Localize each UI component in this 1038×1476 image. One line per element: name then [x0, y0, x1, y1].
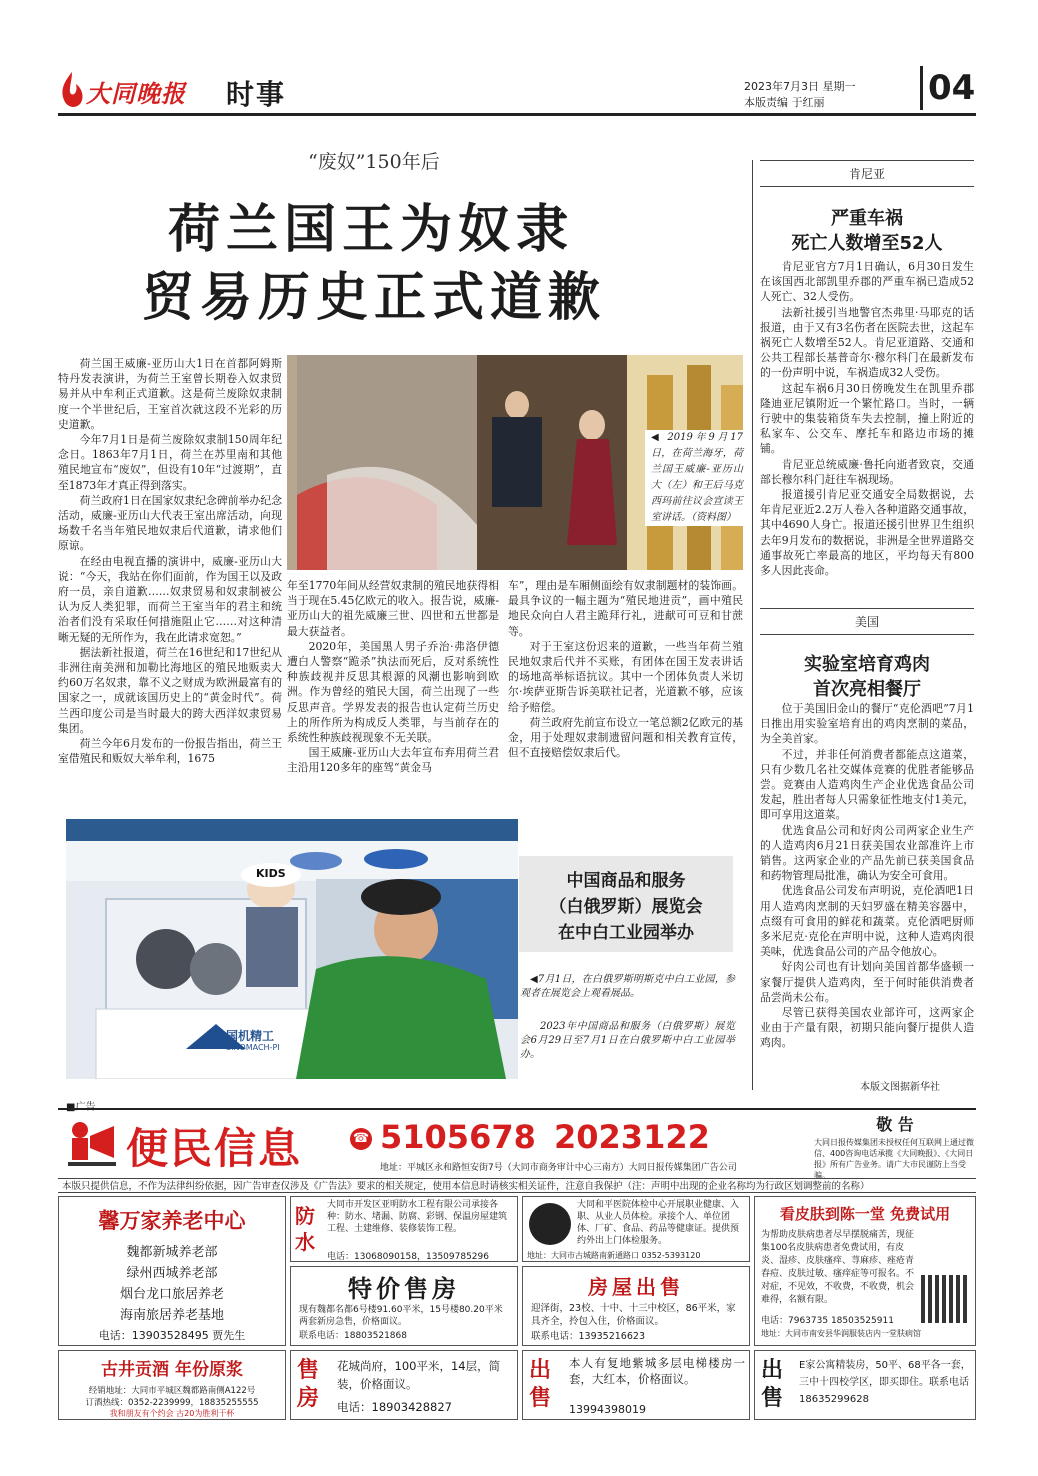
sidebar-title-kenya-1: 严重车祸 — [831, 208, 903, 229]
ads-top-rule — [58, 1108, 976, 1110]
hospital-logo-icon — [529, 1203, 571, 1245]
ad-tag-char: 售 — [529, 1386, 552, 1411]
expo-title-line3: 在中白工业园举办 — [558, 923, 694, 943]
ad-text: E家公寓精装房，50平、68平各一套，三中十四校学区，即买即住。联系电话18635299628 — [799, 1360, 971, 1405]
sidebar-title-kenya-2: 死亡人数增至52人 — [791, 233, 943, 254]
ad-tag-char: 售 — [761, 1386, 784, 1411]
ad-sell-house — [290, 1350, 518, 1420]
ads-disclaimer: 本版只提供信息，不作为法律纠纷依据，因广告审查仅涉及《广告法》要求的相关规定，使用本信息时请核实相关证件，注意自我保护（注：声明中出现的企业名称均为行政区划调整前的名称） — [58, 1178, 976, 1193]
ad-title: 古井贡酒 年份原浆 — [101, 1360, 243, 1380]
banner-address: 地址：平城区永和路恒安街7号（大同市商务审计中心三南方）大同日报传媒集团广告公司 — [380, 1163, 737, 1173]
article-paragraph: 2020年，美国黑人男子乔治·弗洛伊德遭白人警察“跪杀”执法而死后，反对系统性种族歧视并反思其根源的风潮也影响到欧洲。作为曾经的殖民大国，荷兰出现了一些反思声音。学界发表的报告也认定荷兰历史上的所作所为构成反人类罪，与当前存在的系统性种族歧视现象不无关联。 — [287, 639, 499, 745]
sidebar-tag-kenya: 肯尼亚 — [760, 160, 974, 187]
article-paragraph: 荷兰政府先前宣布设立一笔总额2亿欧元的基金，用于处理奴隶制遗留问题和相关教育宣传，但不直接赔偿奴隶后代。 — [508, 715, 743, 760]
article-paragraph: 车”，理由是车厢侧面绘有奴隶制题材的装饰画。最具争议的一幅主题为“殖民地进贡”，画中殖民地民众向白人君主跪拜行礼，进献可可豆和甘蔗等。 — [508, 579, 743, 638]
issue-date: 2023年7月3日 星期一 — [744, 80, 856, 93]
expo-photo — [66, 819, 518, 1079]
ad-skin-clinic — [754, 1196, 976, 1346]
article-headline-line2: 贸易历史正式道歉 — [142, 267, 607, 328]
sidebar-title-usa-2: 首次亮相餐厅 — [813, 679, 921, 700]
sidebar-paragraph: 位于美国旧金山的餐厅“克伦酒吧”7月1日推出用实验室培育出的鸡肉烹制的菜品，为全美首家。 — [760, 702, 974, 746]
expo-title-box — [519, 856, 733, 952]
child-cap-text: KIDS — [256, 867, 286, 880]
sidebar-divider — [752, 160, 753, 1090]
sidebar-paragraph: 优选食品公司和好肉公司两家企业生产的人造鸡肉6月21日获美国农业部准许上市销售。这两家企业的产品先前已获美国食品和药物管理局批准，确认为安全可食用。 — [760, 823, 974, 883]
ad-phone: 电话：13068090158，13509785296 — [327, 1252, 489, 1262]
ad-hospital — [522, 1196, 750, 1262]
article-paragraph: 据法新社报道，荷兰在16世纪和17世纪从非洲往南美洲和加勒比海地区的殖民地贩卖大约60万名奴隶，靠不义之财成为欧洲最富有的国家之一，成就该国历史上的“黄金时代”。荷兰西印度公司是当时最大的跨大西洋奴隶贸易集团。 — [58, 645, 282, 735]
sidebar-paragraph: 不过，并非任何消费者都能点这道菜，只有少数几名社交媒体竞赛的优胜者能够品尝。竞赛由人造鸡肉生产企业优选食品公司发起，胜出者每人只需象征性地支付1美元，即可享用这道菜。 — [760, 747, 974, 822]
ad-liquor — [58, 1350, 286, 1420]
ad-text: 花城尚府，100平米，14层，简装，价格面议。 — [337, 1359, 501, 1391]
sidebar-paragraph: 优选食品公司发布声明说，克伦酒吧1日用人造鸡肉烹制的天妇罗盛在精美容器中，点缀有可食用的鲜花和蔬菜。克伦酒吧厨师多米尼克·克伦在声明中说，这种人造鸡肉很美味，优选食品公司的产品令他放心。 — [760, 884, 974, 959]
header-rule — [58, 113, 976, 116]
ad-phone: 联系电话：13935216623 — [531, 1331, 645, 1342]
ad-tag-char: 售 — [297, 1358, 320, 1383]
article-column-1 — [58, 356, 282, 766]
article-paragraph: 荷兰今年6月发布的一份报告指出，荷兰王室借殖民和贩奴大举牟利，1675 — [58, 737, 282, 766]
article-paragraph: 年至1770年间从经营奴隶制的殖民地获得相当于现在5.45亿欧元的收入。报告说，威廉-亚历山大的祖先威廉三世、四世和五世都是最大获益者。 — [287, 579, 499, 638]
masthead-logo — [58, 68, 192, 114]
sidebar-body-kenya — [760, 259, 974, 578]
megaphone-icon — [64, 1118, 120, 1170]
ad-waterproof — [290, 1196, 518, 1262]
ad-text: 大同市开发区亚明防水工程有限公司承接各种：防水、堵漏、防腐、彩钢、保温房屋建筑工程、土建维修、装修装饰工程。 — [327, 1200, 508, 1234]
ad-phone: 联系电话：18803521868 — [299, 1331, 407, 1341]
ad-title: 房屋出售 — [588, 1275, 684, 1299]
ad-apartment — [754, 1350, 976, 1420]
sidebar-title-usa-1: 实验室培育鸡肉 — [804, 654, 930, 675]
ad-text: 经销地址：大同市平城区魏都路南侧A122号 — [88, 1386, 256, 1396]
ad-phone: 电话：13903528495 贾先生 — [98, 1329, 246, 1342]
ad-tag — [297, 1357, 327, 1413]
ad-house-sale — [522, 1266, 750, 1346]
section-title: 时事 — [226, 78, 287, 111]
article-paragraph: 荷兰政府1日在国家奴隶纪念碑前举办纪念活动，威廉-亚历山大代表王室出席活动，向现场数千名当年殖民地奴隶后代道歉，请求他们原谅。 — [58, 493, 282, 553]
sidebar-body-usa — [760, 701, 974, 1051]
photo-credit: 本版文图据新华社 — [860, 1082, 940, 1093]
banner-phone-2: 2023122 — [554, 1118, 710, 1156]
sidebar-tag-usa: 美国 — [760, 608, 974, 635]
expo-caption-1: ◀7月1日，在白俄罗斯明斯克中白工业园，参观者在展览会上观看展品。 — [520, 974, 735, 999]
ad-tag-char: 出 — [761, 1358, 784, 1383]
notice-box — [814, 1112, 976, 1180]
ad-tag-char: 防 — [295, 1204, 315, 1228]
ad-line: 海南旅居养老基地 — [119, 1308, 224, 1323]
ad-title: 特价售房 — [348, 1275, 460, 1303]
ad-text: 本人有复地紫城多层电梯楼房一套，大红本，价格面议。 — [569, 1356, 745, 1386]
article-column-2 — [287, 578, 499, 776]
ad-tag — [529, 1357, 559, 1413]
ad-title: 看皮肤到陈一堂 免费试用 — [779, 1205, 951, 1223]
ad-phone: 电话：7963735 18503525911 — [761, 1316, 894, 1326]
ad-line: 绿州西城养老部 — [126, 1266, 218, 1281]
royal-photo-caption: ◀ 2019年9月17日，在荷兰海牙，荷兰国王威廉-亚历山大（左）和王后马克西玛前往议会宣读王室讲话。（资料图） — [645, 430, 743, 526]
ad-line: 烟台龙口旅居养老 — [119, 1287, 224, 1302]
sidebar-paragraph: 报道援引肯尼亚交通安全局数据说，去年肯尼亚近2.2万人卷入各种道路交通事故，其中4690人身亡。报道还援引世界卫生组织去年9月发布的数据说，非洲是全世界道路交通事故死亡率最高的地区，平均每天有800多人因此丧命。 — [760, 488, 974, 578]
ad-text: 迎泽街，23校、十中、十三中校区，86平米，家具齐全，拎包入住，价格面议。 — [531, 1303, 736, 1327]
ad-sale-elevator — [522, 1350, 750, 1420]
sidebar-paragraph: 好肉公司也有计划向美国首都华盛顿一家餐厅提供人造鸡肉，至于何时能供消费者品尝尚未公布。 — [760, 960, 974, 1004]
ad-phone: 订酒热线：0352-2239999，18835255555 — [85, 1398, 259, 1408]
ad-text: 为帮助皮肤病患者尽早摆脱痛苦，现征集100名皮肤病患者免费试用，有皮炎、湿疹、皮肤瘙痒、荨麻疹、痤疮青春痘、皮肤过敏、瘙痒症等可报名。不对症，不见效，不收费，不收费，机会难得，名额有限。 — [761, 1230, 915, 1305]
header-vertical-rule — [920, 66, 923, 110]
expo-title-line1: 中国商品和服务 — [566, 871, 686, 891]
expo-caption-2: 2023年中国商品和服务（白俄罗斯）展览会6月29日至7月1日在白俄罗斯中白工业园举办。 — [520, 1021, 735, 1060]
ad-special-house — [290, 1266, 518, 1346]
booth-brand-sub: SINOMACH-PI — [226, 1043, 280, 1052]
ad-address: 地址：大同市古城路南新通路口 0352-5393120 — [527, 1251, 701, 1260]
ad-text: 大同和平医院体检中心开展职业健康、入职、从业人员体检。承接个人、单位团体、厂矿、食品、药品等健康证。提供预约外出上门体检服务。 — [577, 1200, 740, 1246]
expo-title-line2: （白俄罗斯）展览会 — [549, 897, 703, 917]
ad-phone: 13994398019 — [569, 1403, 646, 1416]
ad-tag — [761, 1357, 791, 1413]
ad-title: 馨万家养老中心 — [98, 1208, 246, 1233]
article-paragraph: 在经由电视直播的演讲中，威廉-亚历山大说：“今天，我站在你们面前，作为国王以及政府一员，亲自道歉……奴隶贸易和奴隶制被公认为反人类犯罪，而荷兰王室当年的君主和统治者们没有采取任何措施阻止它……对这种清晰无疑的无所作为，我在此请求宽恕。” — [58, 554, 282, 644]
sidebar-paragraph: 尽管已获得美国农业部许可，这两家企业由于产量有限，初期只能向餐厅提供人造鸡肉。 — [760, 1006, 974, 1050]
ad-address: 地址：大同市南安县华润服装店内一堂肤病馆 — [761, 1329, 921, 1338]
page-editor: 本版责编 于红丽 — [744, 96, 825, 109]
article-paragraph: 今年7月1日是荷兰废除奴隶制150周年纪念日。1863年7月1日，荷兰在苏里南和其他殖民地宣布“废奴”，但设有10年“过渡期”，直至1873年才真正得到落实。 — [58, 433, 282, 492]
sidebar-paragraph: 法新社援引当地警官杰弗里·马耶克的话报道，由于又有3名伤者在医院去世，这起车祸死亡人数增至52人。肯尼亚道路、交通和公共工程部长基普奇尔·穆尔科门在最新发布的一份声明中说，车祸造成32人受伤。 — [760, 305, 974, 380]
flame-icon — [58, 70, 86, 110]
ad-elderly-care — [58, 1196, 286, 1346]
article-column-3 — [508, 578, 743, 760]
banner-phone-1: 5105678 — [380, 1118, 536, 1156]
ad-tag — [295, 1203, 323, 1255]
article-paragraph: 国王威廉-亚历山大去年宣布弃用荷兰君主沿用120多年的座驾“黄金马 — [287, 746, 499, 775]
ad-tag-char: 水 — [295, 1230, 315, 1254]
notice-title: 敬 告 — [876, 1115, 914, 1134]
ad-slogan: 我和朋友有个约会 古20为胜利干杯 — [109, 1409, 235, 1418]
sidebar-paragraph: 肯尼亚总统威廉·鲁托向逝者致哀，交通部长穆尔科门赶往车祸现场。 — [760, 457, 974, 486]
sidebar-paragraph: 肯尼亚官方7月1日确认，6月30日发生在该国西北部凯里乔郡的严重车祸已造成52人死亡、32人受伤。 — [760, 260, 974, 304]
ad-phone: 电话：18903428827 — [337, 1400, 452, 1414]
ads-banner — [58, 1112, 812, 1176]
notice-text: 大同日报传媒集团未授权任何互联网上通过微信、400咨询电话承揽《大同晚报》、《大同日报》所有广告业务。请广大市民谨防上当受骗。 — [814, 1138, 974, 1180]
article-kicker: “废奴”150年后 — [308, 151, 440, 173]
ad-line: 魏都新城养老部 — [126, 1245, 218, 1260]
banner-title: 便民信息 — [126, 1124, 303, 1173]
article-paragraph: 荷兰国王威廉-亚历山大1日在首都阿姆斯特丹发表演讲，为荷兰王室曾长期卷入奴隶贸易并从中牟利正式道歉。这是荷兰废除奴隶制度一个半世纪后，王室首次就这段不光彩的历史道歉。 — [58, 357, 282, 431]
qr-code-icon — [921, 1275, 969, 1323]
booth-brand-text: 国机精工 — [226, 1029, 275, 1043]
article-paragraph: 对于王室这份迟来的道歉，一些当年荷兰殖民地奴隶后代并不买账，有团体在国王发表讲话的场地高举标语抗议。其中一个团体负责人米切尔·埃萨亚斯告诉美联社记者，光道歉不够，应该给予赔偿。 — [508, 639, 743, 714]
ad-label — [66, 1098, 95, 1113]
ad-tag-char: 房 — [297, 1386, 320, 1411]
masthead-title: 大同晚报 — [86, 80, 186, 108]
phone-icon: ☎ — [350, 1128, 372, 1150]
ad-tag-char: 出 — [529, 1358, 552, 1383]
sidebar-paragraph: 这起车祸6月30日傍晚发生在凯里乔郡隆迪亚尼镇附近一个繁忙路口。当时，一辆行驶中的集装箱货车失去控制，撞上附近的私家车、公交车、摩托车和路边市场的摊铺。 — [760, 381, 974, 456]
article-headline-line1: 荷兰国王为奴隶 — [168, 199, 575, 260]
ad-text: 现有魏都名都6号楼91.60平米，15号楼80.20平米两套新房急售，价格面议。 — [299, 1305, 503, 1327]
page-number: 04 — [928, 68, 976, 108]
